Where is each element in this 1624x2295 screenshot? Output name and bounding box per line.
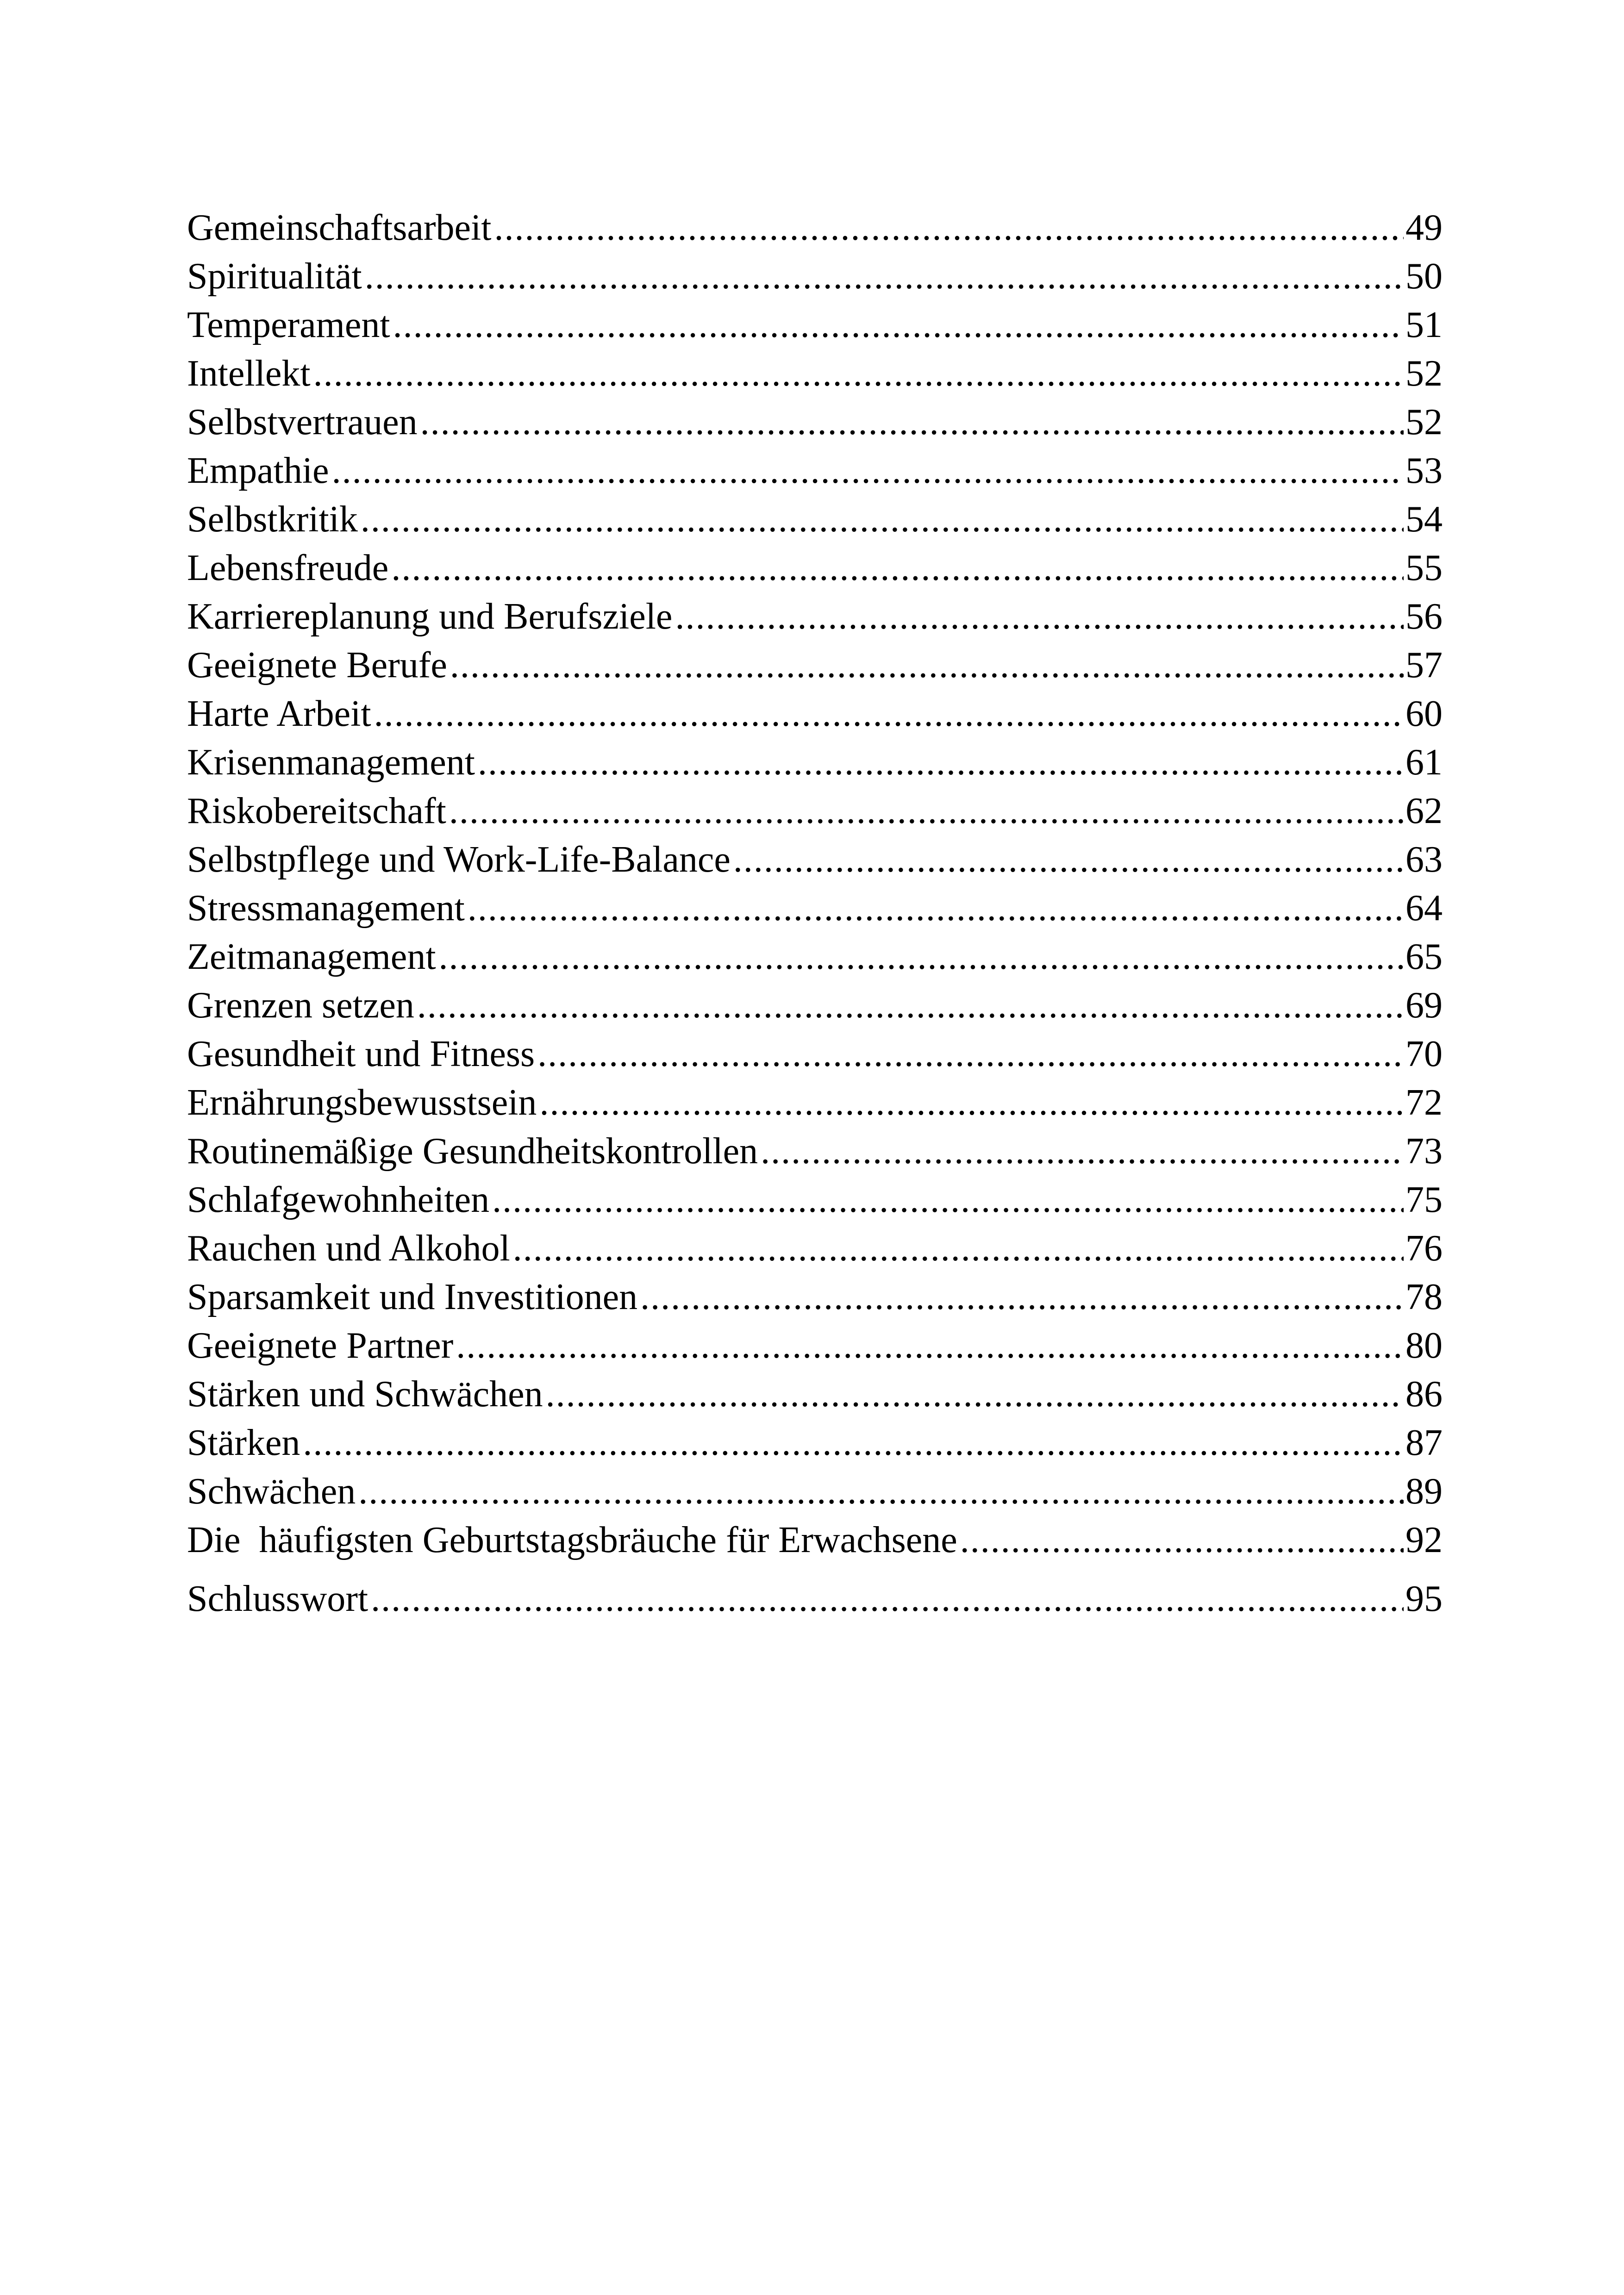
toc-entry-page: 64	[1405, 888, 1443, 929]
toc-entry[interactable]	[187, 349, 1443, 398]
toc-entry[interactable]	[187, 447, 1443, 495]
toc-dot-leader	[492, 1176, 1404, 1224]
toc-entry[interactable]	[187, 1030, 1443, 1079]
table-of-contents	[187, 204, 1443, 1623]
toc-entry-title: Die häufigsten Geburtstagsbräuche für Erwachsene	[187, 1520, 957, 1560]
toc-entry-page: 56	[1405, 596, 1443, 637]
toc-entry-page: 76	[1405, 1228, 1443, 1269]
toc-entry-page: 73	[1405, 1131, 1443, 1172]
toc-entry-title: Harte Arbeit	[187, 693, 371, 734]
toc-entry[interactable]	[187, 1575, 1443, 1623]
toc-dot-leader	[546, 1370, 1404, 1419]
toc-entry[interactable]	[187, 641, 1443, 690]
toc-dot-leader	[361, 495, 1404, 544]
toc-dot-leader	[365, 252, 1404, 301]
toc-entry-title: Empathie	[187, 450, 329, 491]
toc-entry-title: Gesundheit und Fitness	[187, 1034, 535, 1074]
toc-entry[interactable]	[187, 1273, 1443, 1322]
toc-entry-page: 86	[1405, 1374, 1443, 1415]
toc-dot-leader	[494, 204, 1404, 252]
toc-dot-leader	[513, 1224, 1404, 1273]
toc-entry-title: Intellekt	[187, 353, 311, 394]
toc-entry-page: 78	[1405, 1277, 1443, 1317]
toc-dot-leader	[439, 933, 1404, 981]
toc-entry-title: Schwächen	[187, 1471, 356, 1512]
toc-entry-page: 62	[1405, 791, 1443, 831]
toc-dot-leader	[450, 641, 1404, 690]
toc-dot-leader	[675, 592, 1404, 641]
toc-entry-title: Selbstpflege und Work-Life-Balance	[187, 839, 731, 880]
toc-entry-title: Rauchen und Alkohol	[187, 1228, 510, 1269]
toc-entry-title: Schlusswort	[187, 1578, 369, 1619]
toc-entry[interactable]	[187, 836, 1443, 884]
toc-entry[interactable]	[187, 1516, 1443, 1565]
toc-entry[interactable]	[187, 495, 1443, 544]
toc-entry-page: 52	[1405, 353, 1443, 394]
toc-dot-leader	[468, 884, 1404, 933]
toc-dot-leader	[640, 1273, 1404, 1322]
toc-entry[interactable]	[187, 1419, 1443, 1467]
toc-dot-leader	[358, 1467, 1404, 1516]
toc-entry-page: 65	[1405, 936, 1443, 977]
toc-dot-leader	[313, 349, 1404, 398]
toc-entry-title: Sparsamkeit und Investitionen	[187, 1277, 638, 1317]
toc-entry[interactable]	[187, 301, 1443, 349]
toc-entry[interactable]	[187, 544, 1443, 592]
toc-entry-title: Geeignete Berufe	[187, 645, 447, 686]
toc-entry[interactable]	[187, 592, 1443, 641]
toc-entry-title: Stressmanagement	[187, 888, 465, 929]
toc-entry-title: Stärken	[187, 1422, 300, 1463]
toc-entry-title: Schlafgewohnheiten	[187, 1179, 490, 1220]
toc-entry-title: Lebensfreude	[187, 548, 389, 588]
toc-entry-page: 70	[1405, 1034, 1443, 1074]
toc-entry[interactable]	[187, 690, 1443, 738]
toc-entry[interactable]	[187, 933, 1443, 981]
toc-entry[interactable]	[187, 1322, 1443, 1370]
toc-dot-leader	[417, 981, 1404, 1030]
toc-entry-page: 87	[1405, 1422, 1443, 1463]
toc-dot-leader	[393, 301, 1404, 349]
toc-entry[interactable]	[187, 1127, 1443, 1176]
toc-entry-title: Spiritualität	[187, 256, 362, 297]
toc-entry-title: Karriereplanung und Berufsziele	[187, 596, 673, 637]
toc-entry-page: 49	[1405, 207, 1443, 248]
toc-entry-page: 80	[1405, 1325, 1443, 1366]
toc-entry-page: 50	[1405, 256, 1443, 297]
toc-entry-title: Routinemäßige Gesundheitskontrollen	[187, 1131, 758, 1172]
toc-entry-title: Zeitmanagement	[187, 936, 436, 977]
toc-entry-page: 60	[1405, 693, 1443, 734]
toc-entry-page: 75	[1405, 1179, 1443, 1220]
toc-dot-leader	[761, 1127, 1404, 1176]
toc-entry-title: Stärken und Schwächen	[187, 1374, 543, 1415]
toc-entry[interactable]	[187, 1176, 1443, 1224]
toc-entry[interactable]	[187, 398, 1443, 447]
toc-entry-page: 72	[1405, 1082, 1443, 1123]
toc-entry[interactable]	[187, 252, 1443, 301]
toc-entry-title: Grenzen setzen	[187, 985, 414, 1026]
toc-entry-page: 54	[1405, 499, 1443, 540]
toc-dot-leader	[391, 544, 1404, 592]
toc-entry[interactable]	[187, 787, 1443, 836]
toc-entry-page: 61	[1405, 742, 1443, 783]
toc-dot-leader	[733, 836, 1404, 884]
toc-entry[interactable]	[187, 1370, 1443, 1419]
toc-entry-page: 92	[1405, 1520, 1443, 1560]
toc-dot-leader	[374, 690, 1404, 738]
toc-dot-leader	[478, 738, 1404, 787]
toc-entry-page: 55	[1405, 548, 1443, 588]
toc-entry[interactable]	[187, 981, 1443, 1030]
toc-entry-title: Riskobereitschaft	[187, 791, 446, 831]
toc-entry-page: 57	[1405, 645, 1443, 686]
toc-dot-leader	[371, 1575, 1404, 1623]
toc-entry-page: 53	[1405, 450, 1443, 491]
toc-entry-title: Geeignete Partner	[187, 1325, 454, 1366]
toc-dot-leader	[537, 1030, 1404, 1079]
toc-entry-page: 63	[1405, 839, 1443, 880]
toc-dot-leader	[539, 1079, 1404, 1127]
toc-dot-leader	[332, 447, 1404, 495]
toc-entry-title: Krisenmanagement	[187, 742, 475, 783]
toc-entry[interactable]	[187, 1079, 1443, 1127]
toc-entry-title: Selbstkritik	[187, 499, 358, 540]
toc-entry-title: Temperament	[187, 305, 390, 345]
toc-entry-page: 51	[1405, 305, 1443, 345]
toc-entry[interactable]	[187, 1467, 1443, 1516]
toc-dot-leader	[420, 398, 1404, 447]
toc-dot-leader	[456, 1322, 1404, 1370]
toc-entry-title: Ernährungsbewusstsein	[187, 1082, 537, 1123]
toc-entry-page: 69	[1405, 985, 1443, 1026]
toc-entry-page: 95	[1405, 1578, 1443, 1619]
toc-entry-page: 89	[1405, 1471, 1443, 1512]
toc-entry-title: Gemeinschaftsarbeit	[187, 207, 492, 248]
toc-dot-leader	[303, 1419, 1404, 1467]
toc-entry[interactable]	[187, 884, 1443, 933]
toc-entry[interactable]	[187, 1224, 1443, 1273]
toc-entry-page: 52	[1405, 402, 1443, 443]
toc-entry[interactable]	[187, 204, 1443, 252]
toc-entry-title: Selbstvertrauen	[187, 402, 418, 443]
toc-entry[interactable]	[187, 738, 1443, 787]
toc-dot-leader	[960, 1516, 1404, 1565]
toc-dot-leader	[449, 787, 1404, 836]
